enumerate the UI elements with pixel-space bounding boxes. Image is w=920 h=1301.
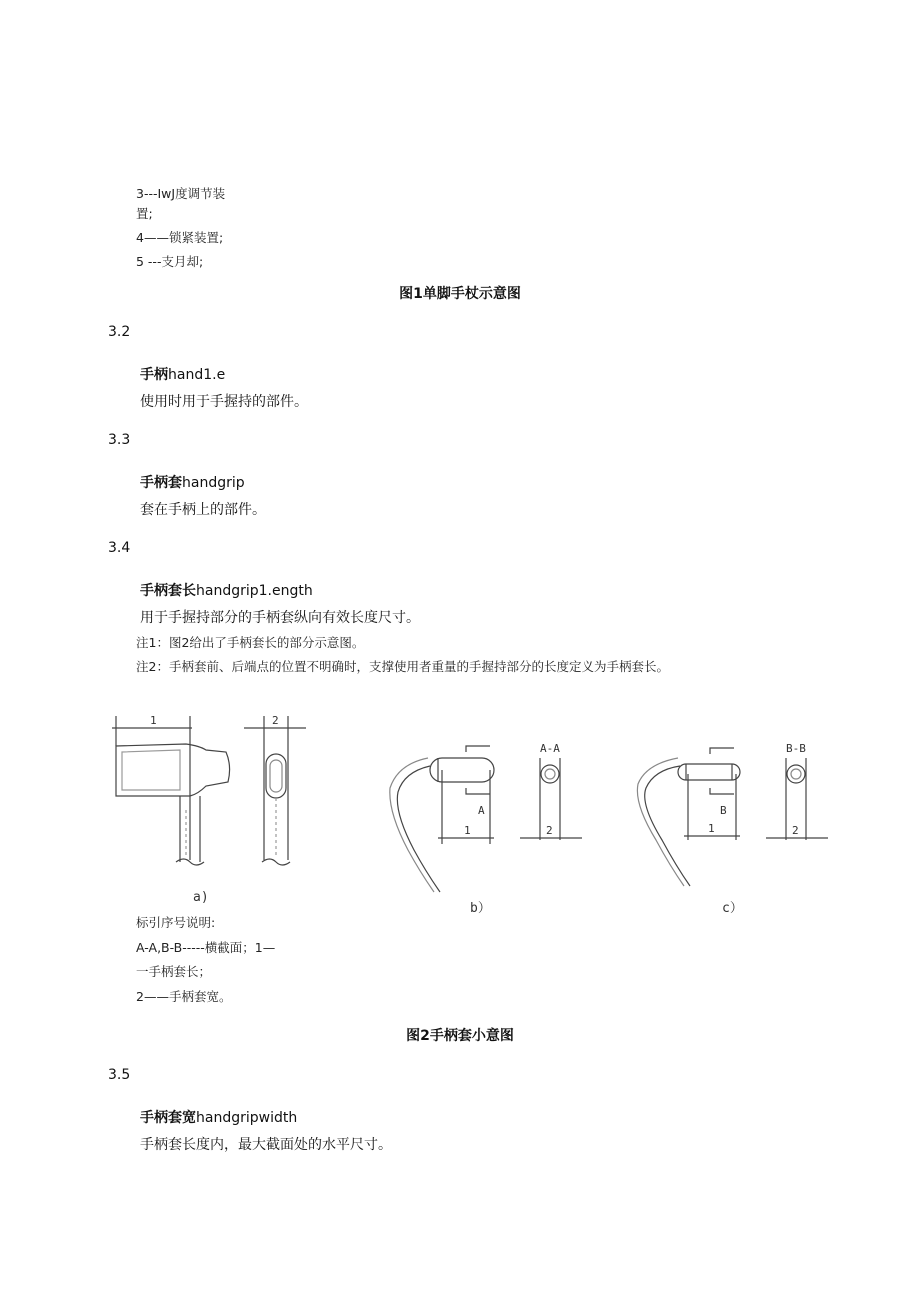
figure-2-svg [0, 700, 920, 920]
fig2-legend-line2: 一手柄套长； [136, 964, 212, 979]
cane-c-handgrip [678, 764, 740, 780]
sec-b-inner-ring [791, 769, 801, 779]
note-1: 注1：图2给出了手柄套长的部分示意图。 [136, 635, 365, 650]
label-section-bb: B-B [786, 742, 806, 755]
term-heading [140, 580, 313, 600]
fig1-legend-item5: 5 ---支月却; [136, 254, 204, 269]
section-number: 3.4 [108, 540, 131, 556]
label-dim-1-a: 1 [150, 714, 157, 727]
label-cut-a: A [478, 804, 485, 817]
fig1-caption: 图1单脚手杖示意图 [399, 286, 521, 302]
handgrip-inner-line [122, 750, 180, 790]
fig2-legend-line1: A-A,B-B-----横截面；1— [136, 940, 276, 955]
cane-b-cut-marker-bottom [466, 788, 490, 794]
term-zh: 手柄 [140, 367, 168, 383]
term-zh: 手柄套长 [140, 583, 196, 599]
sec-b-outer-ring [787, 765, 805, 783]
fig2-legend-title: 标引序号说明: [136, 915, 216, 930]
cane-c-cut-marker-bottom [710, 788, 734, 794]
cane-c-outer-curve [645, 766, 690, 886]
fig1-legend-item3-a: 3---IwJ度调节装 [136, 186, 226, 201]
figure-2-sub-b: b） [470, 901, 491, 916]
section-number: 3.5 [108, 1067, 131, 1083]
term-definition: 套在手柄上的部件。 [140, 502, 266, 518]
label-cut-b: B [720, 804, 727, 817]
term-en: handgrip1.ength [196, 583, 313, 599]
label-dim-2-b: 2 [546, 824, 553, 837]
label-dim-1-b: 1 [464, 824, 471, 837]
label-dim-2-a: 2 [272, 714, 279, 727]
cane-b-outer-curve [397, 766, 440, 892]
section-number: 3.3 [108, 432, 131, 448]
term-definition: 用于手握持部分的手柄套纵向有效长度尺寸。 [140, 610, 420, 626]
term-heading [140, 364, 225, 384]
fig2-caption: 图2手柄套小意图 [406, 1028, 514, 1044]
figure-2-sub-a: a) [193, 890, 209, 905]
term-en: handgrip [182, 475, 245, 491]
label-section-aa: A-A [540, 742, 560, 755]
label-dim-2-c: 2 [792, 824, 799, 837]
term-zh: 手柄套宽 [140, 1110, 196, 1126]
fig1-legend-item3-b: 置; [136, 206, 153, 221]
section-break [262, 859, 290, 865]
term-definition: 手柄套长度内，最大截面处的水平尺寸。 [140, 1137, 392, 1153]
term-en: handgripwidth [196, 1110, 298, 1126]
term-heading [140, 472, 245, 492]
term-zh: 手柄套 [140, 475, 182, 491]
term-definition: 使用时用于手握持的部件。 [140, 394, 308, 410]
fig1-legend-item4: 4——锁紧装置; [136, 230, 224, 245]
figure-2-drawing [0, 700, 920, 920]
sec-a-outer-ring [541, 765, 559, 783]
cane-b-handgrip [430, 758, 494, 782]
term-en: hand1.e [168, 367, 226, 383]
grip-section-inner [270, 760, 282, 792]
cane-b-cut-marker-top [466, 746, 490, 752]
note-2: 注2：手柄套前、后端点的位置不明确时，支撑使用者重量的手握持部分的长度定义为手柄套长。 [136, 659, 669, 674]
section-number: 3.2 [108, 324, 131, 340]
cane-c-cut-marker-top [710, 748, 734, 754]
figure-2-sub-c: c） [722, 901, 743, 916]
fig2-legend-line3: 2——手柄套宽。 [136, 989, 232, 1004]
term-heading [140, 1107, 297, 1127]
label-dim-1-c: 1 [708, 822, 715, 835]
sec-a-inner-ring [545, 769, 555, 779]
